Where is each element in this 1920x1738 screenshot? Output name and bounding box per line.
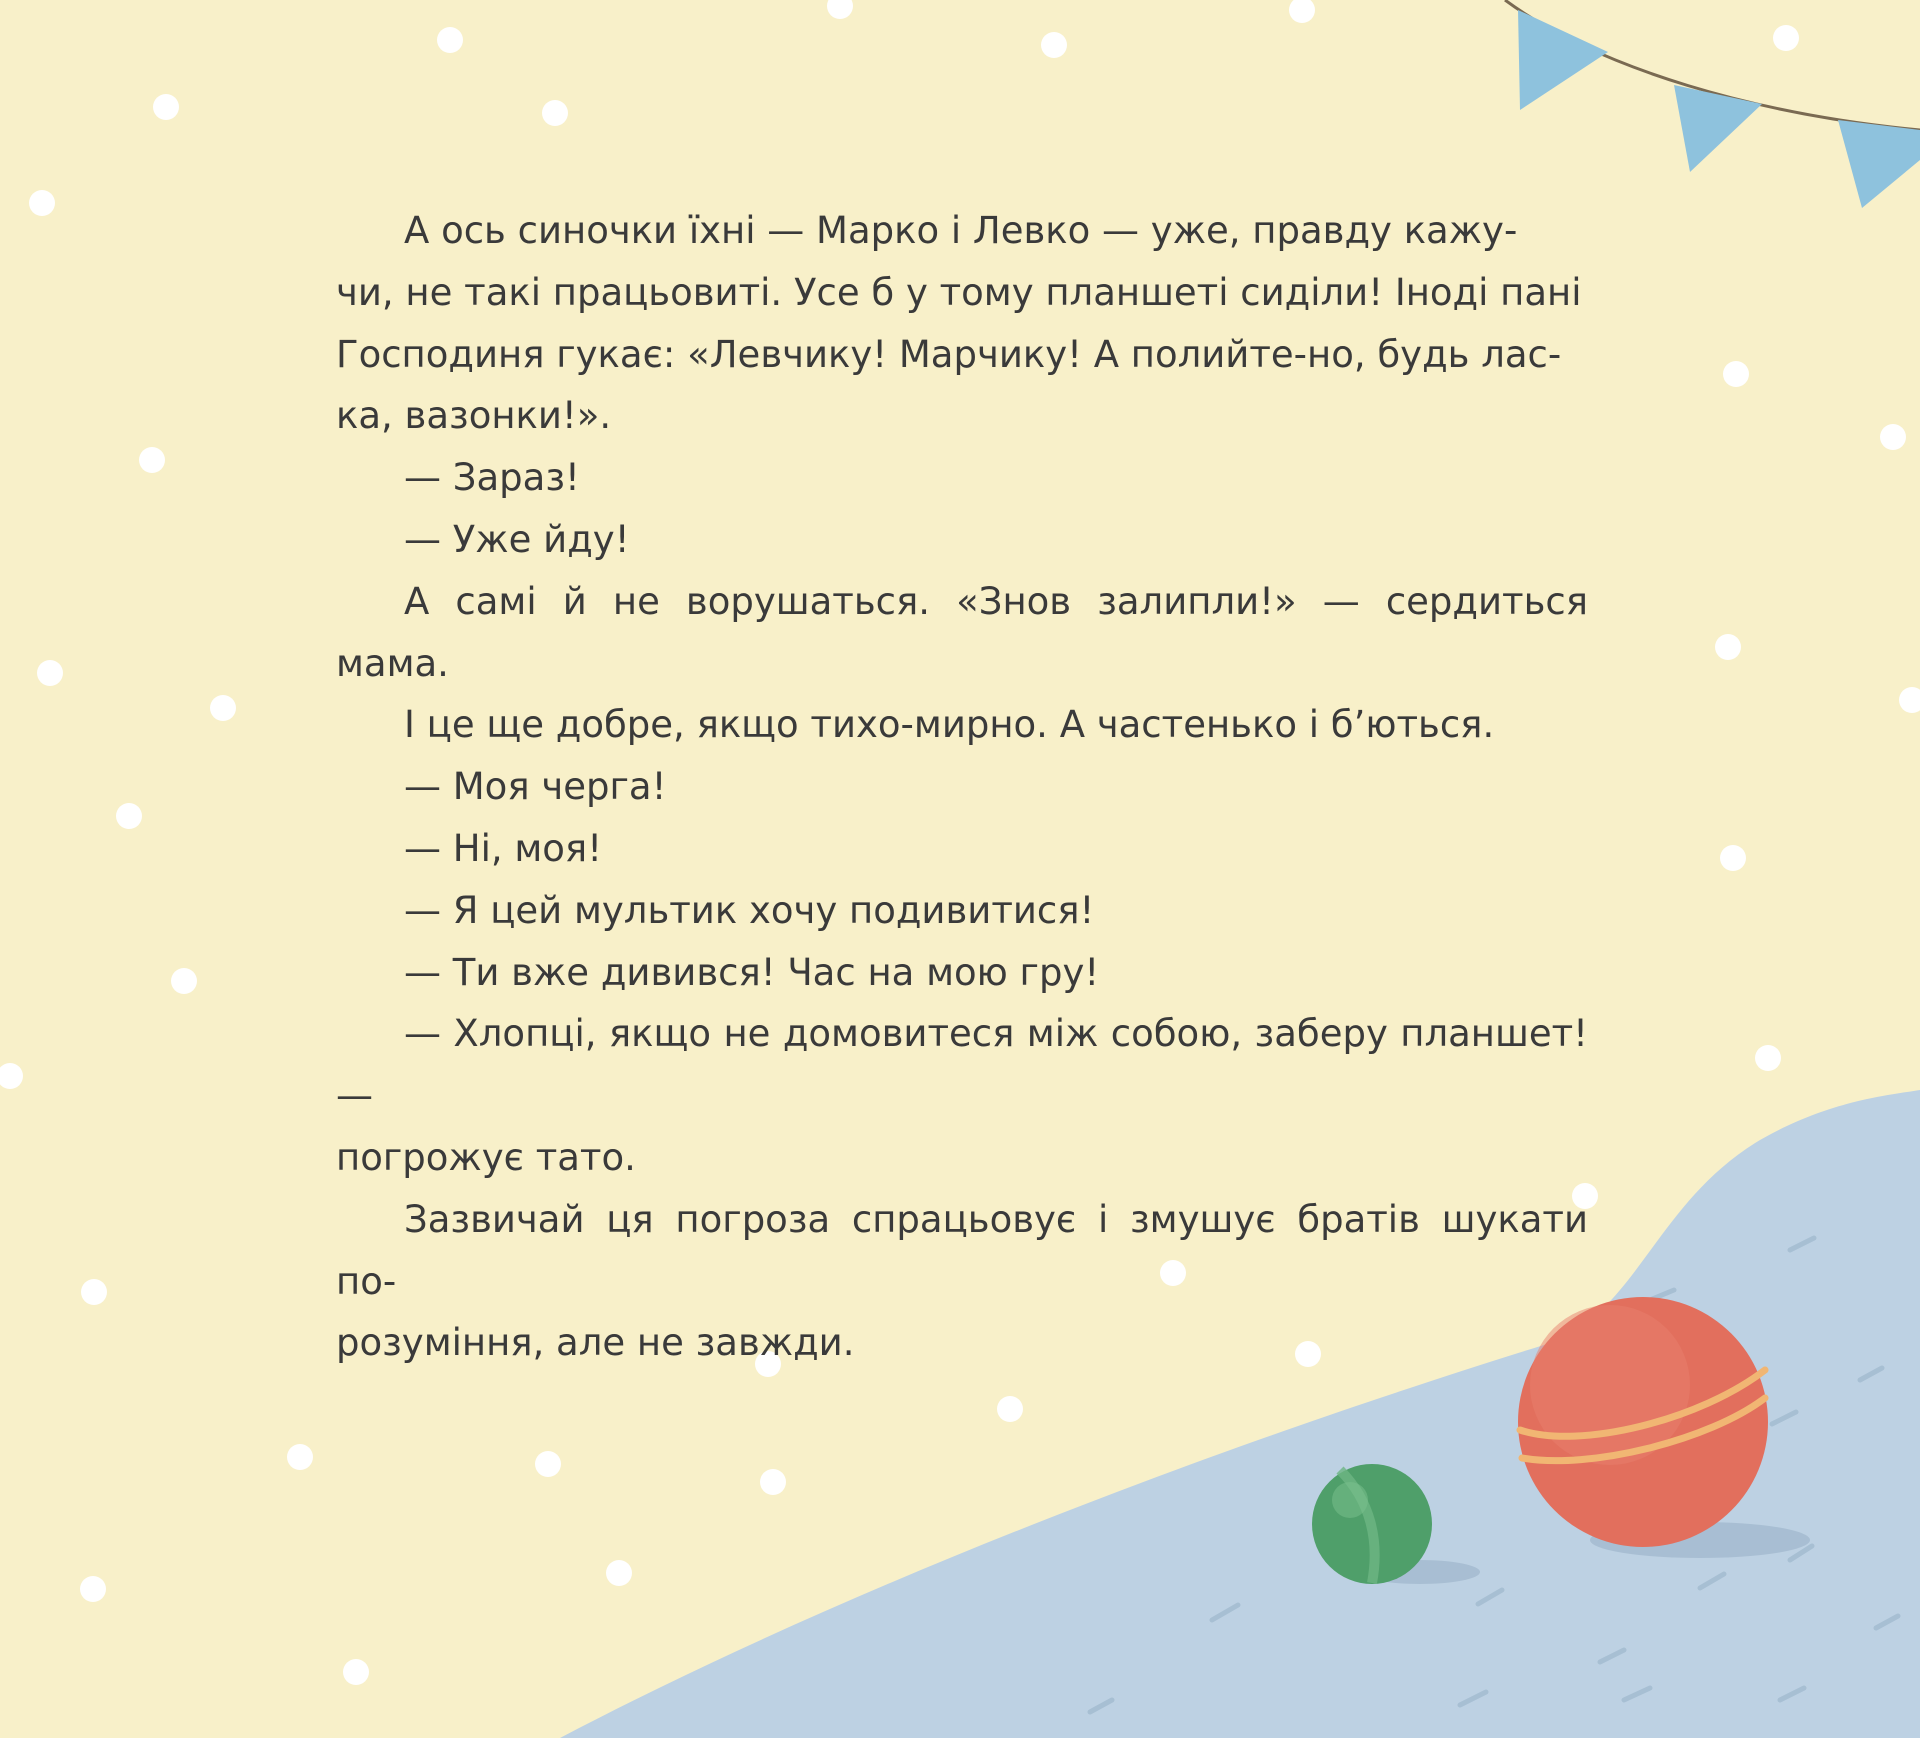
dialogue-line: — Ти вже дивився! Час на мою гру!: [404, 950, 1100, 994]
story-paragraph: І це ще добре, якщо тихо-мирно. А частенько і б’ються.: [404, 703, 1495, 747]
story-paragraph: А ось синочки їхні — Марко і Левко — уже, правду кажу- чи, не такі працьовиті. Усе б у тому планшеті сиділи! Іноді пані Господиня гукає: «Левчику! Марчику! А полийте-но, будь лас- ка, вазонки!».: [336, 209, 1582, 438]
story-paragraph: А самі й не ворушаться. «Знов залипли!» — сердиться мама.: [336, 579, 1588, 685]
dialogue-line: — Я цей мультик хочу подивитися!: [404, 888, 1095, 932]
dialogue-line: — Уже йду!: [404, 517, 630, 561]
green-ball: [1312, 1464, 1432, 1584]
story-text: [336, 200, 1588, 1374]
bunting-flags: [1505, 0, 1920, 208]
dialogue-line: — Моя черга!: [404, 765, 667, 809]
story-paragraph: Зазвичай ця погроза спрацьовує і змушує братів шукати по- розуміння, але не завжди.: [336, 1197, 1588, 1365]
dialogue-line: — Хлопці, якщо не домовитеся між собою, заберу планшет! — погрожує тато.: [336, 1012, 1588, 1179]
dialogue-line: — Ні, моя!: [404, 826, 603, 870]
dialogue-line: — Зараз!: [404, 456, 580, 500]
